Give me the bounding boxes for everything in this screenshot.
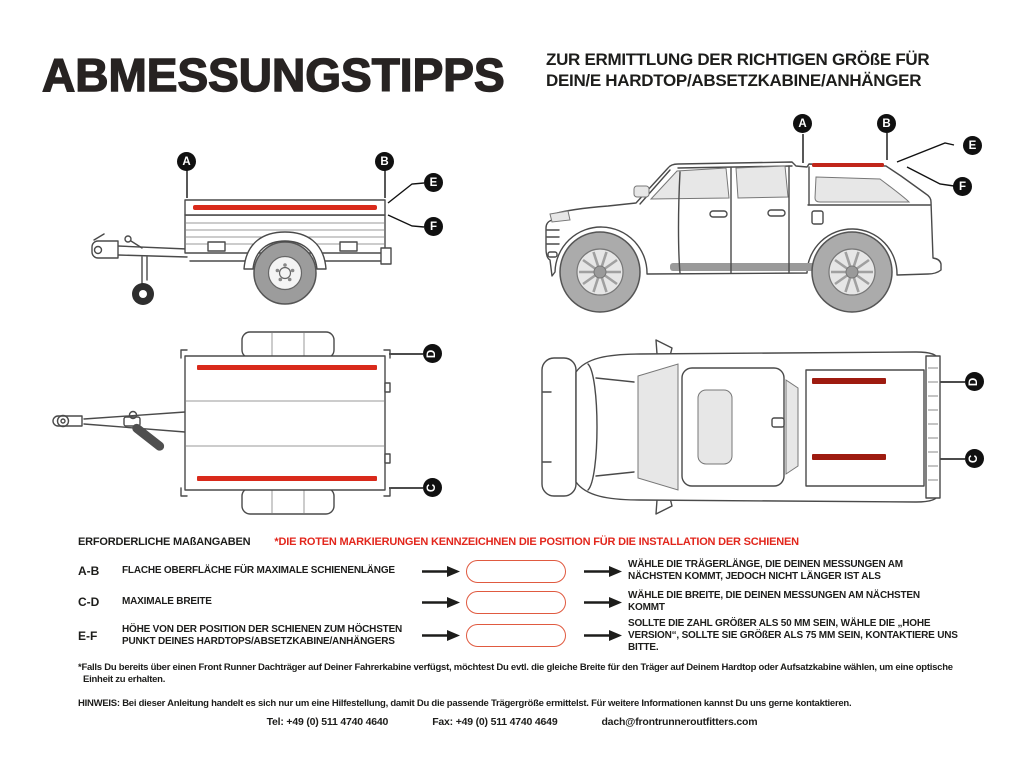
marker-a: A [177, 152, 196, 171]
requirement-row-ab [78, 556, 990, 586]
contact-email[interactable]: dach@frontrunneroutfitters.com [601, 716, 758, 728]
measure-result: SOLLTE DIE ZAHL GRÖßER ALS 50 MM SEIN, WÄHLE DIE „HOHE VERSION“, SOLLTE SIE GRÖßER ALS 75 MM SEIN, KONTAKTIERE UNS BITTE. [628, 618, 958, 653]
hint-text: HINWEIS: Bei dieser Anleitung handelt es sich nur um eine Hilfestellung, damit Du die passende Trägergröße ermittelst. Für weitere Informationen kannst Du uns gerne kontaktieren. [78, 697, 852, 709]
contact-footer [0, 716, 1024, 728]
arrow-right-icon [422, 597, 466, 608]
measurement-input-pill[interactable] [466, 624, 566, 647]
trailer-top-illustration [40, 320, 470, 535]
rear-wheel [812, 232, 892, 312]
marker-f: F [424, 217, 443, 236]
subtitle-line-1: ZUR ERMITTLUNG DER RICHTIGEN GRÖßE FÜR [546, 50, 930, 69]
marker-e: E [424, 173, 443, 192]
measure-key: C-D [78, 595, 100, 609]
measure-result: WÄHLE DIE BREITE, DIE DEINEN MESSUNGEN AM NÄCHSTEN KOMMT [628, 590, 920, 613]
arrow-right-icon [566, 597, 628, 608]
measurement-input-pill[interactable] [466, 560, 566, 583]
requirements-heading: ERFORDERLICHE MAßANGABEN [78, 536, 251, 548]
truck-side-view-diagram [530, 110, 1000, 320]
trailer-top-view-diagram [40, 320, 470, 535]
contact-tel: Tel: +49 (0) 511 4740 4640 [266, 716, 389, 728]
marker-c: C [423, 478, 442, 497]
requirements-header [78, 536, 799, 548]
footnote-text: *Falls Du bereits über einen Front Runner Dachträger auf Deiner Fahrerkabine verfügst, möchtest Du evtl. die gleiche Breite für den Träger auf Deinem Hardtop oder Aufsatzkabine wählen, um eine optische Einheit zu erhalten. [78, 661, 953, 686]
truck-top-view-diagram [530, 330, 1000, 535]
marker-c: C [965, 449, 984, 468]
rail-position-marking-hardtop [812, 163, 884, 167]
requirement-row-cd [78, 587, 990, 617]
trailer-side-view-diagram [40, 128, 470, 328]
page-subtitle [546, 50, 929, 91]
marker-d: D [965, 372, 984, 391]
page-title: ABMESSUNGSTIPPS [42, 49, 505, 101]
measure-key: E-F [78, 628, 98, 643]
marker-a: A [793, 114, 812, 133]
contact-fax: Fax: +49 (0) 511 4740 4649 [432, 716, 558, 728]
rail-position-marking-bed-1 [812, 378, 886, 384]
marker-d: D [423, 344, 442, 363]
measurement-input-pill[interactable] [466, 591, 566, 614]
arrow-right-icon [422, 566, 466, 577]
rail-position-marking-side [193, 205, 377, 210]
rail-position-marking-bed-2 [812, 454, 886, 460]
rail-position-marking-top-2 [197, 476, 377, 481]
measure-description: FLACHE OBERFLÄCHE FÜR MAXIMALE SCHIENENLÄNGE [122, 565, 395, 577]
arrow-right-icon [566, 630, 628, 641]
red-markings-note: *DIE ROTEN MARKIERUNGEN KENNZEICHNEN DIE POSITION FÜR DIE INSTALLATION DER SCHIENEN [274, 536, 799, 548]
trailer-side-illustration [40, 128, 470, 328]
measure-key: A-B [78, 564, 100, 578]
subtitle-line-2: DEIN/E HARDTOP/ABSETZKABINE/ANHÄNGER [546, 70, 922, 90]
measure-result: WÄHLE DIE TRÄGERLÄNGE, DIE DEINEN MESSUNGEN AM NÄCHSTEN KOMMT, JEDOCH NICHT LÄNGER IST ALS [628, 559, 903, 582]
marker-b: B [877, 114, 896, 133]
arrow-right-icon [422, 630, 466, 641]
marker-f: F [953, 177, 972, 196]
measure-description: MAXIMALE BREITE [122, 596, 212, 608]
marker-e: E [963, 136, 982, 155]
truck-top-illustration [530, 330, 1000, 530]
marker-b: B [375, 152, 394, 171]
rail-position-marking-top-1 [197, 365, 377, 370]
arrow-right-icon [566, 566, 628, 577]
requirement-row-ef [78, 618, 990, 653]
truck-side-illustration [530, 110, 1000, 320]
front-wheel [560, 232, 640, 312]
measure-description: HÖHE VON DER POSITION DER SCHIENEN ZUM HÖCHSTEN PUNKT DEINES HARDTOPS/ABSETZKABINE/ANHÄNGERS [122, 623, 403, 647]
requirements-table [78, 556, 990, 654]
